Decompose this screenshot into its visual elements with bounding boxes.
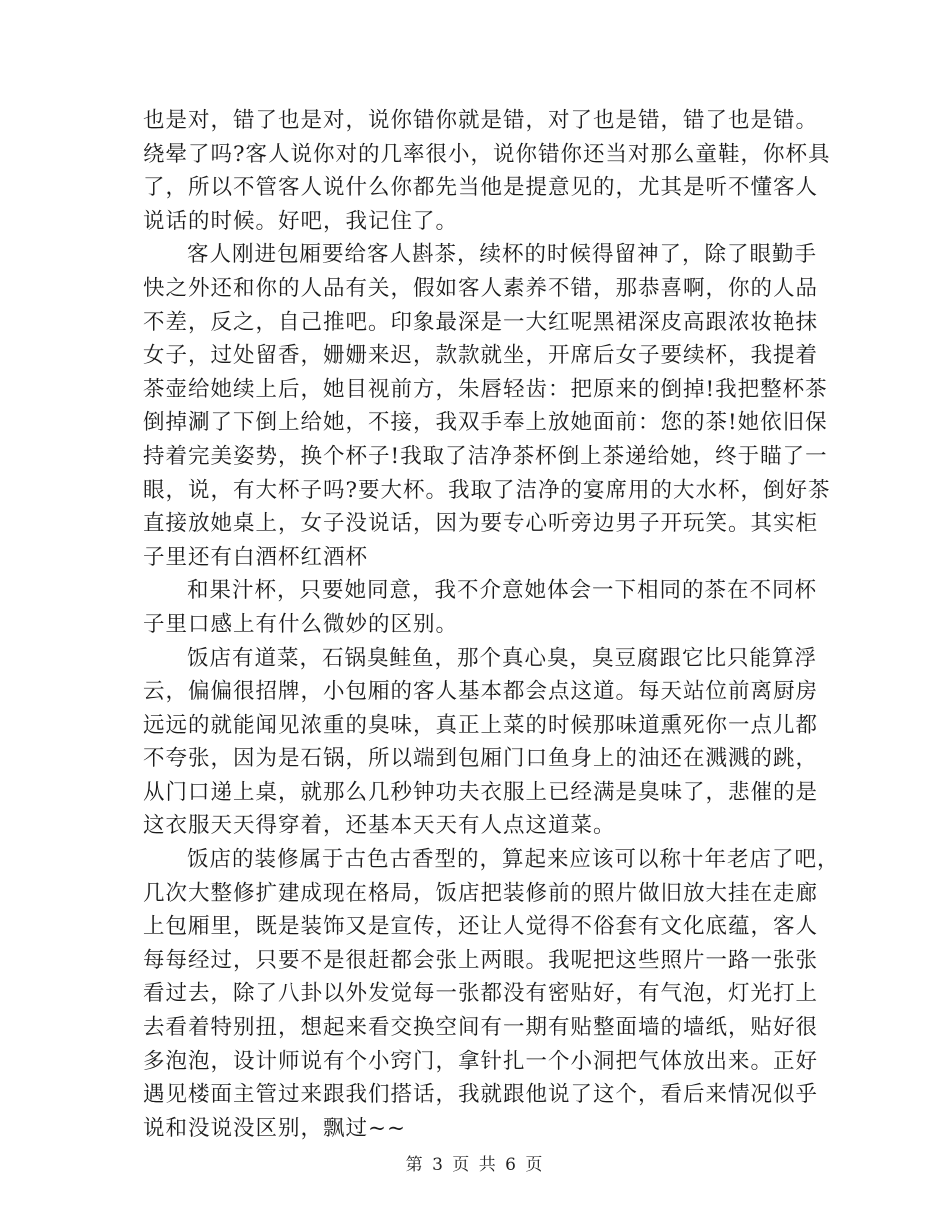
page-footer: [0, 1153, 950, 1177]
text-line: 眼，说，有大杯子吗?要大杯。我取了洁净的宴席用的大水杯，倒好茶: [143, 477, 831, 503]
text-line: 这衣服天天得穿着，还基本天天有人点这道菜。: [143, 813, 616, 839]
text-line: 每每经过，只要不是很赶都会张上两眼。我呢把这些照片一路一张张: [143, 947, 819, 973]
text-line: 绕晕了吗?客人说你对的几率很小，说你错你还当对那么童鞋，你杯具: [143, 141, 831, 167]
text-line: 遇见楼面主管过来跟我们搭话，我就跟他说了这个，看后来情况似乎: [143, 1082, 819, 1108]
text-line: 上包厢里，既是装饰又是宣传，还让人觉得不俗套有文化底蕴，客人: [143, 914, 819, 940]
text-line: 不差，反之，自己推吧。印象最深是一大红呢黑裙深皮高跟浓妆艳抹: [143, 309, 819, 335]
text-line: 不夸张，因为是石锅，所以端到包厢门口鱼身上的油还在溅溅的跳，: [143, 746, 819, 772]
text-line: 倒掉涮了下倒上给她，不接，我双手奉上放她面前：您的茶!她依旧保: [143, 410, 828, 436]
text-line: 子里口感上有什么微妙的区别。: [143, 611, 459, 637]
text-line: 去看着特别扭，想起来看交换空间有一期有贴整面墙的墙纸，贴好很: [143, 1015, 819, 1041]
text-line: 饭店有道菜，石锅臭鲑鱼，那个真心臭，臭豆腐跟它比只能算浮: [187, 645, 818, 671]
document-body: [143, 104, 840, 1145]
text-line: 多泡泡，设计师说有个小窍门，拿针扎一个小洞把气体放出来。正好: [143, 1048, 819, 1074]
text-line: 持着完美姿势，换个杯子!我取了洁净茶杯倒上茶递给她，终于瞄了一: [143, 443, 828, 469]
text-line: 也是对，错了也是对，说你错你就是错，对了也是错，错了也是错。: [143, 108, 819, 133]
text-line: 几次大整修扩建成现在格局，饭店把装修前的照片做旧放大挂在走廊: [143, 880, 819, 906]
text-line: 直接放她桌上，女子没说话，因为要专心听旁边男子开玩笑。其实柜: [143, 511, 819, 537]
text-line: 和果汁杯，只要她同意，我不介意她体会一下相同的茶在不同杯: [187, 578, 818, 604]
text-line: 说话的时候。好吧，我记住了。: [143, 208, 459, 234]
text-line: 快之外还和你的人品有关，假如客人素养不错，那恭喜啊，你的人品: [143, 275, 819, 301]
text-line: 子里还有白酒杯红酒杯: [143, 544, 369, 570]
text-line: 远远的就能闻见浓重的臭味，真正上菜的时候那味道熏死你一点儿都: [143, 712, 819, 738]
text-line: 客人刚进包厢要给客人斟茶，续杯的时候得留神了，除了眼勤手: [187, 242, 818, 268]
text-line: 了，所以不管客人说什么你都先当他是提意见的，尤其是听不懂客人: [143, 175, 819, 201]
text-line: 看过去，除了八卦以外发觉每一张都没有密贴好，有气泡，灯光打上: [143, 981, 819, 1007]
text-line: 茶壶给她续上后，她目视前方，朱唇轻齿：把原来的倒掉!我把整杯茶: [143, 376, 828, 402]
page-number-label: 第 3 页 共 6 页: [405, 1155, 545, 1175]
text-line: 饭店的装修属于古色古香型的，算起来应该可以称十年老店了吧，: [187, 847, 840, 873]
text-line: 云，偏偏很招牌，小包厢的客人基本都会点这道。每天站位前离厨房: [143, 679, 819, 705]
text-line: 女子，过处留香，姗姗来迟，款款就坐，开席后女子要续杯，我提着: [143, 343, 819, 369]
text-line: 从门口递上桌，就那么几秒钟功夫衣服上已经满是臭味了，悲催的是: [143, 779, 819, 805]
text-line: 说和没说没区别，飘过~~: [143, 1115, 407, 1141]
